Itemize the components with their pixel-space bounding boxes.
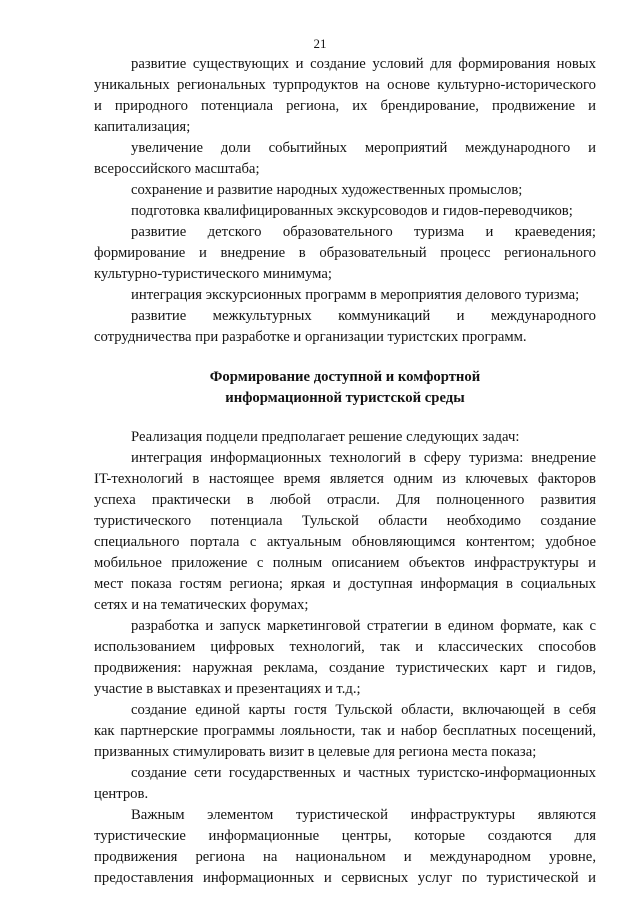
text-line: подготовка квалифицированных экскурсоводов и гидов-переводчиков; [131, 203, 573, 219]
text-line: развитие детского образовательного туризма и краеведения; [131, 224, 596, 240]
page-number: 21 [313, 36, 327, 51]
text-line: Реализация подцели предполагает решение следующих задач: [131, 429, 520, 445]
text-line: IT-технологий в настоящее время является одним из ключевых факторов [94, 471, 596, 487]
text-line: формирование и внедрение в образовательный процесс регионального [94, 245, 596, 261]
text-line: Важным элементом туристической инфраструктуры являются [131, 807, 596, 823]
text-line: призванных стимулировать визит в целевые для региона места показа; [94, 744, 537, 760]
text-line: разработка и запуск маркетинговой стратегии в едином формате, как с [131, 618, 596, 634]
text-line: сетях и на тематических форумах; [94, 597, 309, 613]
text-line: туристического потенциала Тульской области необходимо создание [94, 513, 596, 529]
text-line: интеграция экскурсионных программ в мероприятия делового туризма; [131, 287, 580, 303]
section-heading-line: Формирование доступной и комфортной [209, 369, 481, 385]
text-line: увеличение доли событийных мероприятий международного и [131, 140, 596, 156]
text-line: успеха практически в любой отрасли. Для полноценного развития [94, 492, 596, 508]
text-line: развитие существующих и создание условий для формирования новых [131, 56, 596, 72]
text-line: капитализация; [94, 119, 191, 135]
text-line: центров. [94, 786, 149, 802]
text-line: создание сети государственных и частных туристско-информационных [131, 765, 596, 781]
text-line: и природного потенциала региона, их брендирование, продвижение и [94, 98, 596, 114]
text-line: туристические информационные центры, которые создаются для [94, 828, 596, 844]
text-line: сотрудничества при разработке и организации туристских программ. [94, 329, 527, 345]
text-line: продвижения региона на национальном и международном уровне, [94, 849, 596, 865]
text-line: сохранение и развитие народных художественных промыслов; [131, 182, 523, 198]
text-line: участие в выставках и презентациях и т.д.; [94, 681, 361, 697]
text-line: создание единой карты гостя Тульской области, включающей в себя [131, 702, 596, 718]
text-line: интеграция информационных технологий в сферу туризма: внедрение [131, 450, 596, 466]
text-line: как партнерские программы лояльности, так и набор бесплатных посещений, [94, 723, 596, 739]
text-line: культурно-туристического минимума; [94, 266, 332, 282]
text-line: развитие межкультурных коммуникаций и международного [131, 308, 596, 324]
section-heading-line: информационной туристской среды [225, 390, 465, 406]
text-line: уникальных региональных турпродуктов на основе культурно-исторического [94, 77, 596, 93]
text-line: мест показа гостям региона; яркая и доступная информация в социальных [94, 576, 596, 592]
text-line: специального портала с актуальным обновляющимся контентом; удобное [94, 534, 596, 550]
text-line: всероссийского масштаба; [94, 161, 260, 177]
text-line: использованием цифровых технологий, так и классических способов [94, 639, 596, 655]
text-line: мобильное приложение с полным описанием объектов инфраструктуры и [94, 555, 596, 571]
text-line: предоставления информационных и сервисных услуг по туристической и [94, 870, 596, 886]
text-line: продвижения: наружная реклама, создание туристических карт и гидов, [94, 660, 596, 676]
